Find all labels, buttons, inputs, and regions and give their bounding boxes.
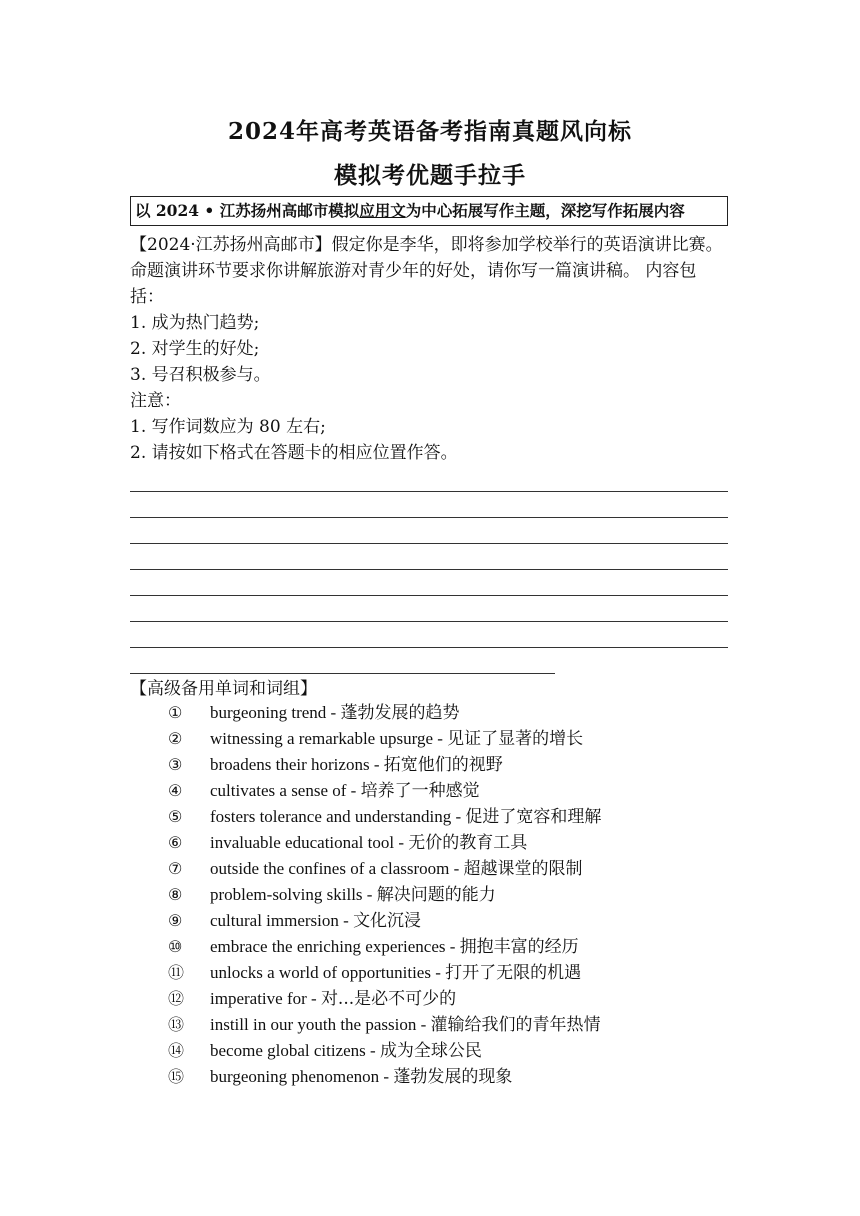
vocab-chinese: 促进了宽容和理解 — [465, 807, 602, 827]
task-point: 2. 对学生的好处; — [130, 339, 260, 359]
main-title: 2024年高考英语备考指南真题风向标 — [227, 118, 632, 145]
vocab-english: become global citizens - — [210, 1041, 380, 1060]
vocab-item — [168, 726, 728, 752]
vocab-chinese: 无价的教育工具 — [408, 833, 528, 853]
vocab-english: witnessing a remarkable upsurge - — [210, 729, 448, 748]
vocab-number: ⑤ — [168, 807, 183, 826]
answer-lines — [130, 466, 728, 674]
vocab-chinese: 对...是必不可少的 — [320, 989, 457, 1009]
vocab-item — [168, 960, 728, 986]
vocab-number: ⑮ — [168, 1067, 185, 1086]
vocab-number: ⑥ — [168, 833, 183, 852]
note-item: 2. 请按如下格式在答题卡的相应位置作答。 — [130, 443, 458, 463]
vocab-english: outside the confines of a classroom - — [210, 859, 464, 878]
vocab-item — [168, 986, 728, 1012]
vocab-english: invaluable educational tool - — [210, 833, 409, 852]
task-prompt: 【2024·江苏扬州高邮市】假定你是李华，即将参加学校举行的英语演讲比赛。命题演讲环节要求你讲解旅游对青少年的好处，请你写一篇演讲稿。 内容包括： — [130, 235, 723, 307]
answer-line — [130, 648, 555, 674]
sub-title: 模拟考优题手拉手 — [334, 162, 526, 189]
vocab-chinese: 解决问题的能力 — [376, 885, 496, 905]
vocab-number: ⑦ — [168, 859, 183, 878]
banner-suffix: 为中心拓展写作主题，深挖写作拓展内容 — [405, 201, 685, 220]
banner-prefix: 以 2024 • 江苏扬州高邮市模拟 — [135, 201, 360, 220]
vocab-number: ③ — [168, 755, 183, 774]
task-point: 3. 号召积极参与。 — [130, 365, 271, 385]
vocab-english: burgeoning phenomenon - — [210, 1067, 394, 1086]
vocab-chinese: 蓬勃发展的现象 — [393, 1067, 513, 1087]
vocab-item — [168, 882, 728, 908]
answer-line — [130, 544, 728, 570]
vocab-item — [168, 752, 728, 778]
vocab-chinese: 见证了显著的增长 — [447, 729, 584, 749]
vocab-chinese: 超越课堂的限制 — [463, 859, 583, 879]
vocab-chinese: 成为全球公民 — [379, 1041, 482, 1061]
vocab-english: burgeoning trend - — [210, 703, 341, 722]
vocab-number: ① — [168, 703, 183, 722]
vocab-item — [168, 778, 728, 804]
vocab-english: embrace the enriching experiences - — [210, 937, 460, 956]
task-point: 1. 成为热门趋势; — [130, 313, 260, 333]
answer-line — [130, 466, 728, 492]
task-section — [130, 232, 730, 466]
answer-line — [130, 518, 728, 544]
vocab-item — [168, 1064, 728, 1090]
answer-line — [130, 570, 728, 596]
banner-underlined: 应用文 — [359, 201, 406, 220]
answer-line — [130, 596, 728, 622]
vocab-item — [168, 700, 728, 726]
vocab-number: ⑨ — [168, 911, 183, 930]
vocab-english: broadens their horizons - — [210, 755, 384, 774]
vocab-english: cultivates a sense of - — [210, 781, 361, 800]
topic-banner — [130, 196, 728, 226]
vocab-english: unlocks a world of opportunities - — [210, 963, 446, 982]
vocab-number: ⑫ — [168, 989, 185, 1008]
vocab-list — [168, 700, 728, 1090]
vocab-item — [168, 804, 728, 830]
vocab-english: instill in our youth the passion - — [210, 1015, 431, 1034]
vocab-item — [168, 1012, 728, 1038]
vocab-item — [168, 908, 728, 934]
vocab-chinese: 拓宽他们的视野 — [383, 755, 503, 775]
note-item: 1. 写作词数应为 80 左右; — [130, 417, 326, 437]
vocab-english: cultural immersion - — [210, 911, 354, 930]
vocab-number: ④ — [168, 781, 183, 800]
notes-title: 注意： — [130, 391, 181, 411]
vocab-number: ② — [168, 729, 183, 748]
vocab-number: ⑩ — [168, 937, 183, 956]
vocab-number: ⑧ — [168, 885, 183, 904]
vocab-item — [168, 830, 728, 856]
vocab-number: ⑬ — [168, 1015, 185, 1034]
vocab-number: ⑪ — [168, 963, 185, 982]
vocab-chinese: 灌输给我们的青年热情 — [430, 1015, 601, 1035]
vocab-chinese: 文化沉浸 — [353, 911, 422, 931]
vocab-item — [168, 934, 728, 960]
vocab-english: imperative for - — [210, 989, 321, 1008]
answer-line — [130, 492, 728, 518]
vocab-chinese: 蓬勃发展的趋势 — [340, 703, 460, 723]
vocab-title: 【高级备用单词和词组】 — [130, 679, 317, 699]
vocab-chinese: 培养了一种感觉 — [360, 781, 480, 801]
vocab-item — [168, 1038, 728, 1064]
vocab-number: ⑭ — [168, 1041, 185, 1060]
vocab-english: fosters tolerance and understanding - — [210, 807, 466, 826]
vocab-chinese: 打开了无限的机遇 — [445, 963, 582, 983]
vocab-english: problem-solving skills - — [210, 885, 377, 904]
vocab-chinese: 拥抱丰富的经历 — [459, 937, 579, 957]
vocab-item — [168, 856, 728, 882]
answer-line — [130, 622, 728, 648]
